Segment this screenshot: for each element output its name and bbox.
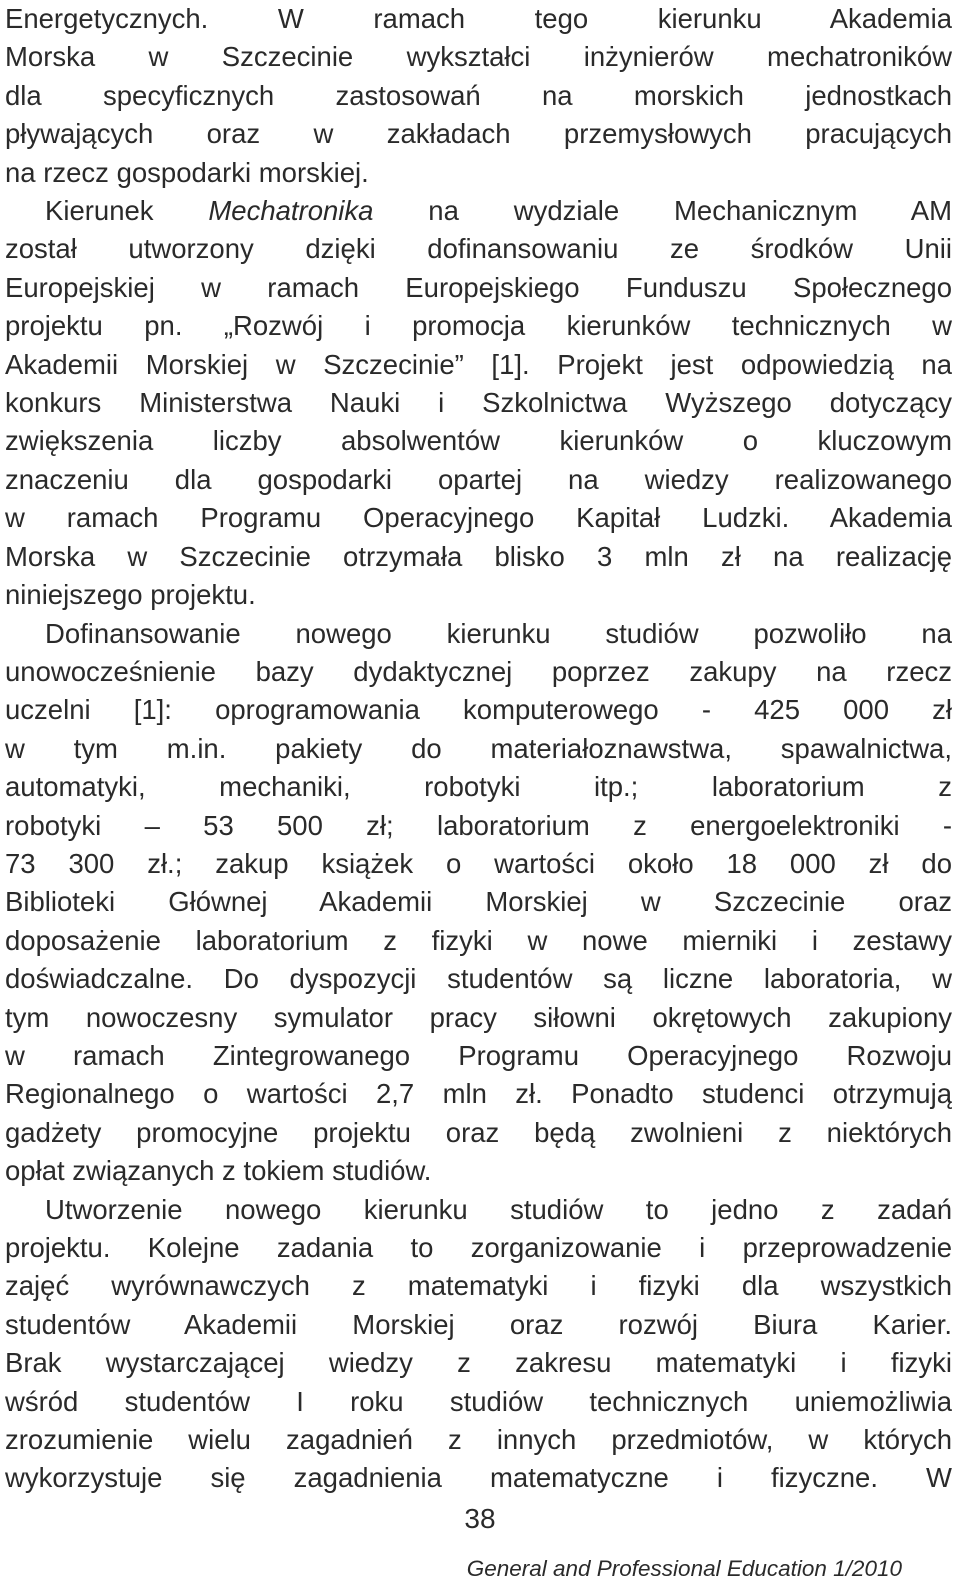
text-line: został utworzony dzięki dofinansowaniu ze środków Unii <box>5 233 952 265</box>
paragraph-1 <box>5 0 952 192</box>
text-fragment: na wydziale Mechanicznym AM <box>373 195 952 227</box>
text-line: Regionalnego o wartości 2,7 mln zł. Ponadto studenci otrzymują <box>5 1078 952 1110</box>
text-line: konkurs Ministerstwa Nauki i Szkolnictwa Wyższego dotyczący <box>5 387 952 419</box>
text-line: Energetycznych. W ramach tego kierunku Akademia <box>5 3 952 34</box>
text-line: tym nowoczesny symulator pracy siłowni okrętowych zakupiony <box>5 1001 952 1033</box>
text-line: doposażenie laboratorium z fizyki w nowe mierniki i zestawy <box>5 924 952 956</box>
text-line: pływających oraz w zakładach przemysłowych pracujących <box>5 118 952 150</box>
text-line <box>5 192 952 230</box>
text-line: w ramach Zintegrowanego Programu Operacyjnego Rozwoju <box>5 1039 952 1071</box>
text-line: znaczeniu dla gospodarki opartej na wiedzy realizowanego <box>5 463 952 495</box>
text-line: zrozumienie wielu zagadnień z innych przedmiotów, w których <box>5 1424 952 1456</box>
text-line: Brak wystarczającej wiedzy z zakresu matematyki i fizyki <box>5 1347 952 1379</box>
text-line: Akademii Morskiej w Szczecinie” [1]. Projekt jest odpowiedzią na <box>5 348 952 380</box>
text-line: doświadczalne. Do dyspozycji studentów są liczne laboratoria, w <box>5 963 952 995</box>
text-line: uczelni [1]: oprogramowania komputerowego - 425 000 zł <box>5 694 952 726</box>
journal-footer: General and Professional Education 1/2010 <box>466 1556 902 1581</box>
text-line: automatyki, mechaniki, robotyki itp.; laboratorium z <box>5 771 952 803</box>
text-line: wśród studentów I roku studiów technicznych uniemożliwia <box>5 1385 952 1417</box>
text-line: na rzecz gospodarki morskiej. <box>5 156 369 188</box>
text-line: gadżety promocyjne projektu oraz będą zwolnieni z niektórych <box>5 1116 952 1148</box>
text-line: niniejszego projektu. <box>5 579 256 611</box>
text-line: dla specyficznych zastosowań na morskich jednostkach <box>5 79 952 111</box>
text-line: Dofinansowanie nowego kierunku studiów pozwoliło na <box>45 617 952 649</box>
text-line: projektu pn. „Rozwój i promocja kierunków technicznych w <box>5 310 952 342</box>
text-line: Morska w Szczecinie otrzymała blisko 3 mln zł na realizację <box>5 540 952 572</box>
text-line: zwiększenia liczby absolwentów kierunków o kluczowym <box>5 425 952 457</box>
text-line: Biblioteki Głównej Akademii Morskiej w Szczecinie oraz <box>5 886 952 918</box>
text-line: Morska w Szczecinie wykształci inżynierów mechatroników <box>5 41 952 73</box>
text-line: w tym m.in. pakiety do materiałoznawstwa, spawalnictwa, <box>5 732 952 764</box>
text-line: studentów Akademii Morskiej oraz rozwój Biura Karier. <box>5 1308 952 1340</box>
paragraph-2 <box>5 192 952 614</box>
text-fragment: Kierunek <box>45 195 209 227</box>
text-line: opłat związanych z tokiem studiów. <box>5 1155 432 1187</box>
text-line: Europejskiej w ramach Europejskiego Funduszu Społecznego <box>5 271 952 303</box>
text-line: wykorzystuje się zagadnienia matematyczne i fizyczne. W <box>5 1462 952 1494</box>
text-line: w ramach Programu Operacyjnego Kapitał Ludzki. Akademia <box>5 502 952 534</box>
text-line: zajęć wyrównawczych z matematyki i fizyki dla wszystkich <box>5 1270 952 1302</box>
text-line: Utworzenie nowego kierunku studiów to jedno z zadań <box>45 1193 952 1225</box>
text-line: 73 300 zł.; zakup książek o wartości około 18 000 zł do <box>5 847 952 879</box>
page-number: 38 <box>464 1503 496 1534</box>
text-line: robotyki – 53 500 zł; laboratorium z energoelektroniki - <box>5 809 952 841</box>
paragraph-3 <box>5 615 952 1191</box>
text-line: projektu. Kolejne zadania to zorganizowanie i przeprowadzenie <box>5 1232 952 1263</box>
emphasized-term: Mechatronika <box>208 195 374 227</box>
paragraph-4 <box>5 1191 952 1498</box>
article-body <box>5 0 952 1498</box>
text-line: unowocześnienie bazy dydaktycznej poprzez zakupy na rzecz <box>5 655 952 687</box>
